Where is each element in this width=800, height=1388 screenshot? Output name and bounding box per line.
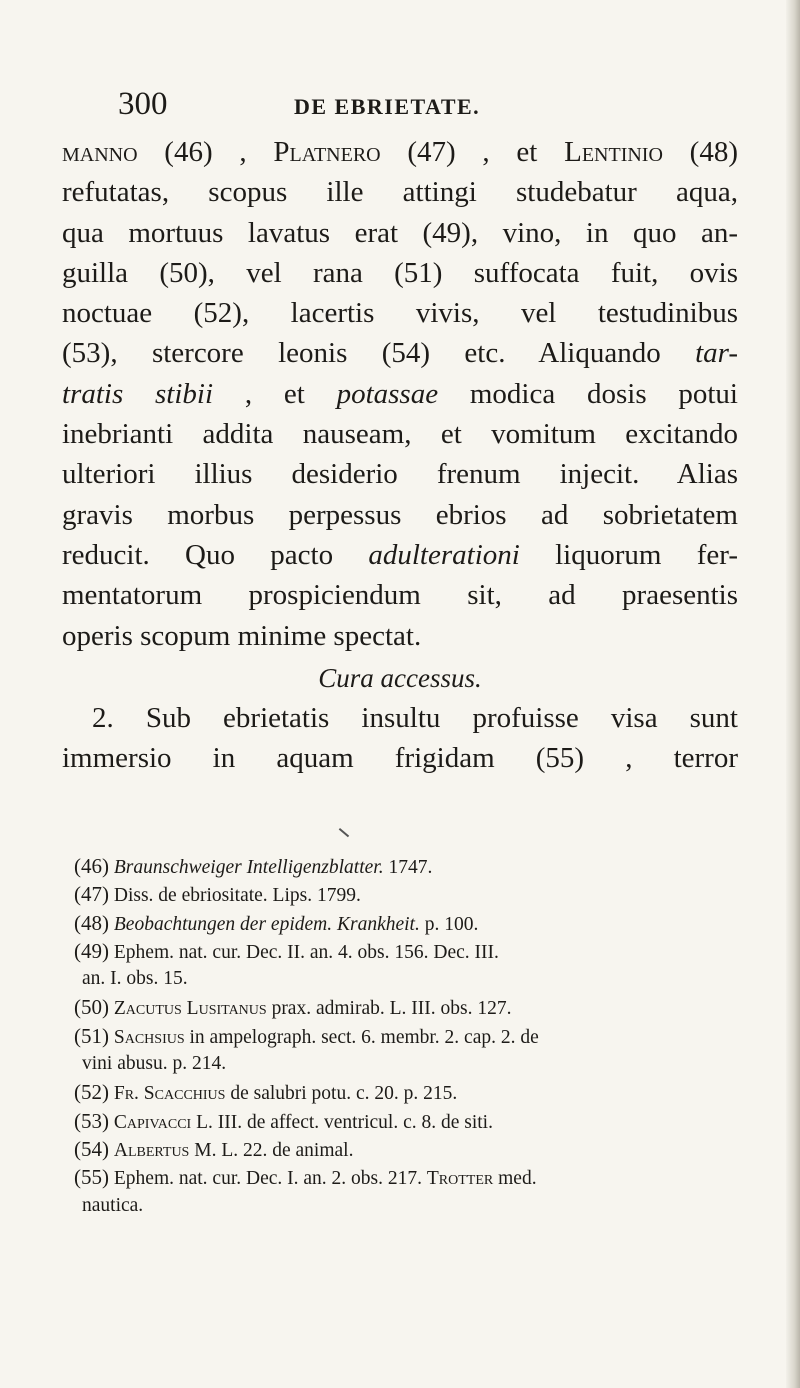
footnote-text: M. L. 22. de animal. (189, 1139, 354, 1161)
text-fragment: liquorum fer- (519, 538, 738, 571)
italic-term: potassae (336, 377, 439, 410)
text-fragment: (53), stercore leonis (54) etc. Aliquando (62, 337, 696, 370)
footnote-continuation: nautica. (82, 1194, 144, 1216)
name-platnero: Platnero (273, 136, 381, 168)
section-heading: Cura accessus. (318, 662, 482, 693)
page-edge-shadow (786, 0, 800, 1388)
footnote-author: Zacutus Lusitanus (113, 998, 267, 1020)
text-line: 2. Sub ebrietatis insultu profuisse visa sunt (92, 702, 738, 735)
footnote-number: (48) (74, 910, 109, 935)
footnote (74, 1022, 740, 1050)
footnote (74, 1163, 740, 1191)
italic-term: adulterationi (368, 538, 520, 571)
footnote-text: in ampelograph. sect. 6. membr. 2. cap. 2. de (184, 1026, 539, 1048)
footnote (74, 852, 740, 880)
footnote-title: Beobachtungen der epidem. Krankheit. (113, 913, 420, 935)
text-line (62, 535, 738, 575)
page-header (118, 86, 678, 126)
text-fragment: (48) (662, 136, 738, 168)
footnote-number: (52) (74, 1080, 109, 1105)
footnote-text: 1747. (383, 857, 433, 878)
text-fragment: modica dosis potui (438, 377, 738, 410)
text-line (62, 333, 738, 373)
text-line: gravis morbus perpessus ebrios ad sobrietatem (62, 498, 738, 531)
text-line: guilla (50), vel rana (51) suffocata fuit, ovis (62, 256, 738, 289)
footnote (74, 1135, 740, 1163)
footnote-text: p. 100. (419, 913, 479, 935)
footnote-continuation: vini abusu. p. 214. (82, 1053, 227, 1075)
footnote-text: de salubri potu. c. 20. p. 215. (225, 1083, 458, 1105)
footnote (74, 909, 740, 937)
text-line (62, 374, 738, 414)
footnote-number: (54) (74, 1136, 109, 1161)
text-line: immersio in aquam frigidam (55) , terror (62, 742, 738, 775)
footnote-number: (53) (74, 1108, 109, 1133)
footnote-author: Albertus (113, 1139, 190, 1161)
text-fragment: (47) , et (380, 136, 565, 168)
footnote-author: Capivacci (113, 1111, 192, 1133)
footnote-number: (50) (74, 995, 109, 1020)
footnote-author: Sachsius (113, 1026, 185, 1048)
text-fragment: (46) , (137, 136, 274, 168)
footnote-number: (51) (74, 1023, 109, 1048)
text-line: ulteriori illius desiderio frenum injecit. Alias (62, 458, 738, 491)
footnote (74, 993, 740, 1021)
page-number: 300 (118, 86, 168, 122)
footnote-text: prax. admirab. L. III. obs. 127. (266, 998, 512, 1020)
footnote (74, 937, 740, 965)
text-line: noctuae (52), lacertis vivis, vel testudinibus (62, 297, 738, 330)
main-text (62, 132, 738, 779)
footnote-number: (55) (74, 1165, 109, 1190)
footnotes (74, 852, 740, 1220)
name-manno: manno (62, 136, 138, 168)
running-title: DE EBRIETATE. (294, 94, 481, 119)
text-line: operis scopum minime spectat. (62, 619, 422, 652)
text-fragment: reducit. Quo pacto (62, 538, 369, 571)
footnote-text: Ephem. nat. cur. Dec. I. an. 2. obs. 217. (113, 1168, 427, 1190)
footnote-text: Diss. de ebriositate. Lips. 1799. (113, 885, 361, 907)
footnote-number: (49) (74, 938, 109, 963)
footnote (74, 1078, 740, 1106)
italic-term: tratis stibii (62, 377, 214, 410)
text-line: inebrianti addita nauseam, et vomitum excitando (62, 418, 738, 451)
name-lentinio: Lentinio (564, 136, 663, 168)
text-fragment: , et (213, 377, 337, 410)
text-line: qua mortuus lavatus erat (49), vino, in quo an- (62, 216, 738, 249)
footnote-author: Fr. Scacchius (113, 1083, 226, 1105)
footnote-text: med. (493, 1168, 537, 1190)
footnote-text: L. III. de affect. ventricul. c. 8. de siti. (191, 1111, 493, 1133)
footnote-text: Ephem. nat. cur. Dec. II. an. 4. obs. 156. Dec. III. (113, 941, 499, 963)
footnote-author: Trotter (426, 1168, 494, 1190)
footnote-title: Braunschweiger Intelligenzblatter. (113, 857, 384, 878)
text-line: refutatas, scopus ille attingi studebatur aqua, (62, 176, 738, 209)
footnote-continuation: an. I. obs. 15. (82, 968, 188, 990)
footnote (74, 880, 740, 908)
italic-term: tar- (695, 337, 738, 370)
footnote-number: (46) (74, 854, 109, 878)
text-line: mentatorum prospiciendum sit, ad praesentis (62, 579, 738, 612)
footnote-separator-mark (340, 828, 350, 842)
footnote-number: (47) (74, 882, 109, 907)
footnote (74, 1107, 740, 1135)
text-line (62, 132, 738, 172)
